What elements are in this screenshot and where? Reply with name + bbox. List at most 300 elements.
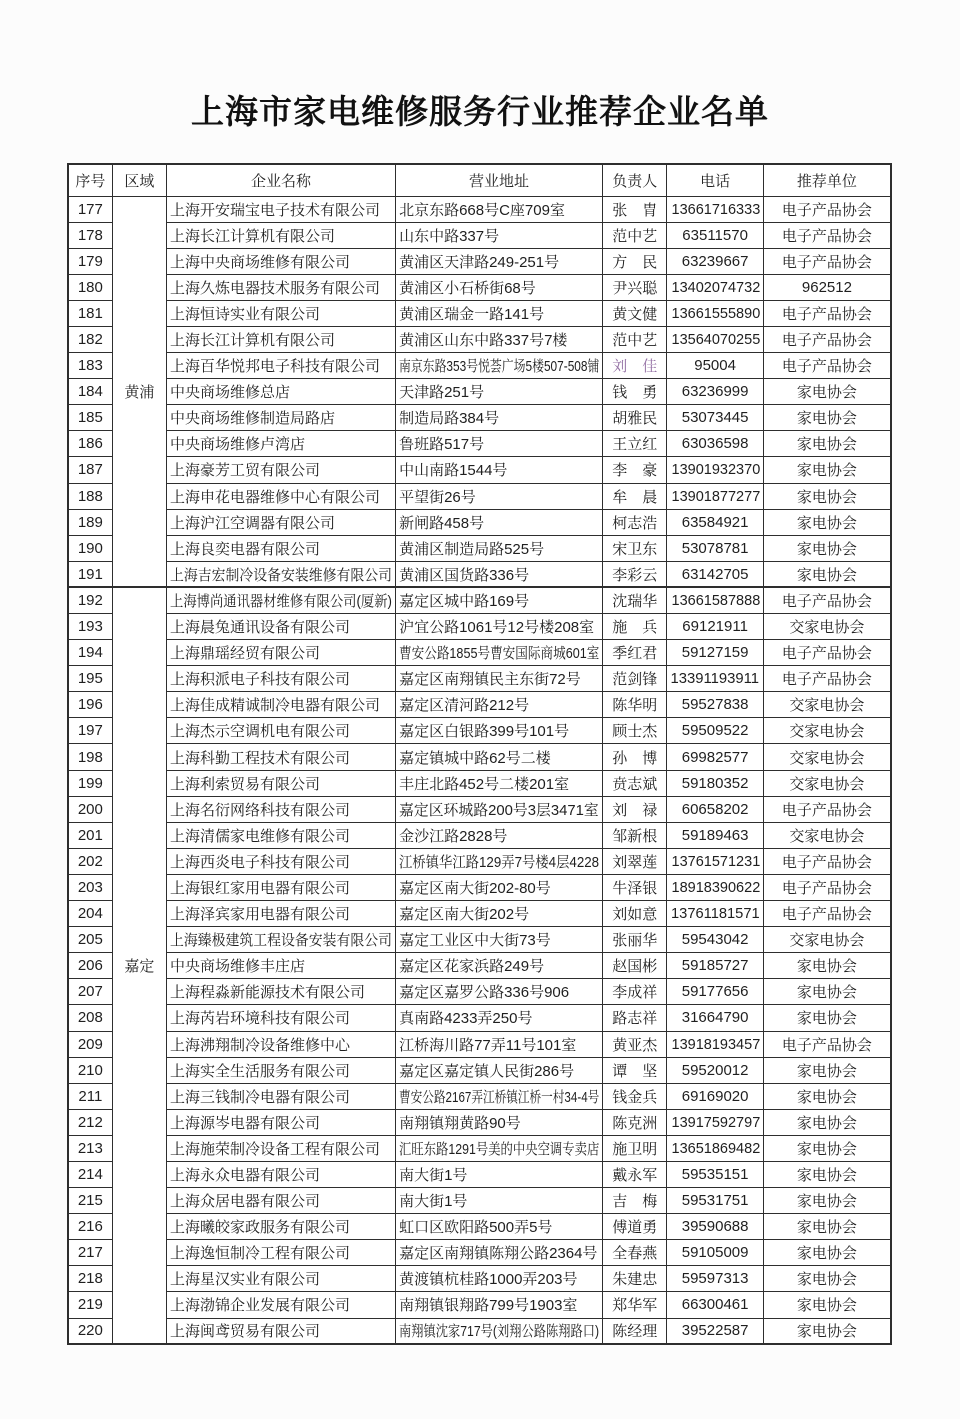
table-row [68, 353, 891, 379]
cell-recommender-text: 电子产品协会 [781, 1036, 872, 1054]
cell-phone [667, 405, 763, 431]
cell-recommender-text: 家电协会 [796, 410, 857, 428]
cell-recommender [763, 666, 891, 692]
cell-recommender-text: 家电协会 [796, 1271, 857, 1289]
cell-recommender [763, 509, 891, 535]
cell-company-text: 上海科勤工程技术有限公司 [169, 749, 350, 767]
cell-address [396, 822, 603, 848]
table-row [68, 979, 891, 1005]
cell-person-text: 戴永军 [612, 1167, 658, 1185]
table-row [68, 901, 891, 927]
cell-company [166, 1083, 395, 1109]
cell-no-text: 181 [77, 304, 103, 322]
cell-recommender-text: 家电协会 [796, 1245, 857, 1263]
cell-address [396, 1214, 603, 1240]
cell-no-text: 186 [77, 435, 103, 453]
cell-no-text: 211 [78, 1087, 103, 1105]
cell-no [68, 300, 112, 326]
cell-no [68, 1318, 112, 1344]
cell-person [603, 796, 667, 822]
cell-company-text: 上海开安瑞宝电子技术有限公司 [169, 201, 380, 219]
table-row [68, 248, 891, 274]
cell-phone [667, 509, 763, 535]
cell-person-text: 刘 禄 [612, 801, 658, 819]
cell-phone-text: 13917592797 [671, 1113, 761, 1131]
cell-address [396, 405, 603, 431]
cell-address [396, 483, 603, 509]
cell-phone-text: 53078781 [681, 539, 749, 557]
cell-address-text: 曹安公路1855号曹安国际商城601室 [399, 645, 600, 663]
cell-phone-text: 59531751 [681, 1192, 749, 1210]
cell-person-text: 顾士杰 [612, 723, 658, 741]
cell-address [396, 274, 603, 300]
cell-recommender [763, 1266, 891, 1292]
cell-person-text: 孙 博 [612, 749, 658, 767]
cell-company [166, 796, 395, 822]
cell-company [166, 848, 395, 874]
cell-company-text: 上海长江计算机有限公司 [169, 332, 335, 350]
table-row [68, 274, 891, 300]
cell-no [68, 718, 112, 744]
cell-person-text: 王立红 [612, 436, 658, 454]
cell-person [603, 1188, 667, 1214]
cell-recommender-text: 电子产品协会 [781, 906, 872, 924]
cell-phone-text: 59180352 [681, 774, 749, 792]
cell-phone [667, 1005, 763, 1031]
cell-no-text: 193 [77, 618, 103, 636]
cell-company-text: 上海中央商场维修有限公司 [169, 253, 350, 271]
cell-person-text: 钱 勇 [612, 384, 658, 402]
cell-company-text: 上海名衍网络科技有限公司 [169, 801, 350, 819]
cell-company-text: 上海闽鸢贸易有限公司 [169, 1323, 320, 1341]
cell-person-text: 季红君 [612, 645, 658, 663]
cell-address-text: 黄浦区制造局路525号 [399, 540, 545, 558]
cell-company [166, 561, 395, 587]
cell-company-text: 上海沪江空调器有限公司 [169, 514, 335, 532]
cell-company [166, 874, 395, 900]
cell-address-text: 金沙江路2828号 [399, 827, 508, 845]
cell-person [603, 326, 667, 352]
cell-person [603, 614, 667, 640]
cell-company-text: 上海申花电器维修中心有限公司 [169, 488, 380, 506]
header-person: 负责人 [603, 164, 667, 196]
cell-no [68, 796, 112, 822]
cell-no-text: 182 [77, 331, 103, 349]
cell-address-text: 真南路4233弄250号 [399, 1010, 533, 1028]
cell-address [396, 509, 603, 535]
table-row [68, 614, 891, 640]
cell-company [166, 1161, 395, 1187]
cell-address [396, 692, 603, 718]
cell-recommender [763, 953, 891, 979]
cell-company [166, 457, 395, 483]
cell-person-text: 赵国彬 [612, 958, 658, 976]
cell-phone-text: 60658202 [681, 800, 749, 818]
cell-address-text: 嘉定区城中路169号 [399, 593, 530, 611]
cell-person [603, 300, 667, 326]
cell-recommender [763, 431, 891, 457]
cell-company [166, 196, 395, 222]
cell-person-text: 尹兴聪 [612, 279, 658, 297]
cell-address [396, 1005, 603, 1031]
cell-recommender [763, 1031, 891, 1057]
cell-company [166, 1214, 395, 1240]
cell-company [166, 1292, 395, 1318]
cell-person-text: 黄文健 [612, 305, 658, 323]
cell-no-text: 212 [77, 1113, 103, 1131]
cell-no-text: 201 [77, 826, 103, 844]
enterprise-table [67, 163, 892, 1345]
cell-phone [667, 535, 763, 561]
cell-phone [667, 614, 763, 640]
cell-phone [667, 848, 763, 874]
header-recommender: 推荐单位 [763, 164, 891, 196]
table-row [68, 561, 891, 587]
cell-address-text: 嘉定区嘉定镇人民街286号 [399, 1062, 575, 1080]
cell-company [166, 927, 395, 953]
cell-person [603, 822, 667, 848]
cell-person-text: 谭 坚 [612, 1062, 658, 1080]
cell-person [603, 274, 667, 300]
cell-no-text: 219 [77, 1296, 103, 1314]
cell-company-text: 上海豪芳工贸有限公司 [169, 462, 320, 480]
cell-recommender-text: 交家电协会 [789, 697, 865, 715]
cell-no [68, 483, 112, 509]
cell-person-text: 范中艺 [612, 332, 658, 350]
cell-address [396, 457, 603, 483]
table-row [68, 822, 891, 848]
cell-company-text: 上海恒诗实业有限公司 [169, 305, 320, 323]
cell-company [166, 1109, 395, 1135]
table-row [68, 326, 891, 352]
cell-recommender [763, 248, 891, 274]
cell-recommender [763, 274, 891, 300]
cell-phone-text: 63036598 [681, 435, 749, 453]
cell-company-text: 上海博尚通讯器材维修有限公司(厦新) [169, 593, 392, 611]
cell-no [68, 744, 112, 770]
cell-address [396, 326, 603, 352]
cell-company-text: 上海星汉实业有限公司 [169, 1271, 320, 1289]
cell-no-text: 185 [77, 409, 103, 427]
table-row [68, 196, 891, 222]
table-row [68, 457, 891, 483]
cell-recommender [763, 614, 891, 640]
cell-no-text: 187 [77, 461, 103, 479]
cell-recommender [763, 457, 891, 483]
cell-no [68, 979, 112, 1005]
cell-address [396, 718, 603, 744]
cell-company [166, 587, 395, 613]
cell-recommender-text: 电子产品协会 [781, 253, 872, 271]
cell-phone [667, 326, 763, 352]
cell-person-text: 范剑锋 [612, 671, 658, 689]
cell-recommender [763, 587, 891, 613]
cell-person-text: 沈瑞华 [612, 593, 658, 611]
cell-phone-text: 69982577 [681, 748, 749, 766]
cell-phone-text: 59127159 [681, 644, 749, 662]
cell-recommender-text: 家电协会 [796, 1193, 857, 1211]
cell-no-text: 207 [77, 983, 103, 1001]
cell-no [68, 561, 112, 587]
cell-no [68, 405, 112, 431]
cell-no [68, 640, 112, 666]
cell-address [396, 953, 603, 979]
cell-company-text: 上海芮岩环境科技有限公司 [169, 1010, 350, 1028]
header-phone: 电话 [667, 164, 763, 196]
cell-company [166, 405, 395, 431]
cell-address [396, 587, 603, 613]
cell-person [603, 196, 667, 222]
table-row [68, 222, 891, 248]
table-body [68, 196, 891, 1344]
cell-recommender-text: 电子产品协会 [781, 305, 872, 323]
cell-phone-text: 59185727 [681, 957, 749, 975]
cell-address [396, 927, 603, 953]
table-row [68, 1240, 891, 1266]
cell-no-text: 216 [77, 1218, 103, 1236]
cell-person [603, 901, 667, 927]
cell-person-text: 贲志斌 [612, 775, 658, 793]
cell-recommender [763, 1057, 891, 1083]
cell-person [603, 953, 667, 979]
cell-phone [667, 979, 763, 1005]
cell-company-text: 上海逸恒制冷工程有限公司 [169, 1245, 350, 1263]
cell-phone [667, 1135, 763, 1161]
cell-company [166, 379, 395, 405]
cell-company-text: 上海杰示空调机电有限公司 [169, 723, 350, 741]
cell-no-text: 183 [77, 357, 103, 375]
cell-no-text: 220 [77, 1322, 103, 1340]
cell-address [396, 1188, 603, 1214]
cell-person-text: 李成祥 [612, 984, 658, 1002]
cell-person-text: 傅道勇 [612, 1219, 658, 1237]
cell-address-text: 制造局路384号 [399, 410, 500, 428]
cell-person [603, 1083, 667, 1109]
table-row [68, 535, 891, 561]
cell-phone-text: 63142705 [681, 565, 749, 583]
cell-recommender [763, 874, 891, 900]
cell-phone [667, 1109, 763, 1135]
cell-company-text: 上海久炼电器技术服务有限公司 [169, 279, 380, 297]
cell-person [603, 874, 667, 900]
cell-company [166, 1318, 395, 1344]
cell-address-text: 黄浦区天津路249-251号 [399, 253, 560, 271]
cell-no-text: 190 [77, 539, 103, 557]
cell-recommender-text: 电子产品协会 [781, 801, 872, 819]
cell-person-text: 刘如意 [612, 906, 658, 924]
cell-address-text: 黄浦区山东中路337号7楼 [399, 332, 568, 350]
cell-person [603, 927, 667, 953]
cell-company-text: 上海百华悦邦电子科技有限公司 [169, 358, 380, 376]
header-region: 区域 [112, 164, 166, 196]
cell-company [166, 718, 395, 744]
cell-address-text: 嘉定区白银路399号101号 [399, 723, 570, 741]
cell-company-text: 上海众居电器有限公司 [169, 1193, 320, 1211]
cell-no-text: 196 [77, 696, 103, 714]
cell-person-text: 施 兵 [612, 619, 658, 637]
cell-company-text: 上海西炎电子科技有限公司 [169, 853, 350, 871]
cell-phone [667, 718, 763, 744]
cell-phone-text: 59105009 [681, 1244, 749, 1262]
cell-no [68, 1188, 112, 1214]
cell-phone-text: 63584921 [681, 513, 749, 531]
cell-phone-text: 69121911 [682, 618, 748, 636]
cell-address [396, 1161, 603, 1187]
cell-recommender [763, 770, 891, 796]
cell-person [603, 248, 667, 274]
cell-no-text: 199 [77, 774, 103, 792]
header-no: 序号 [68, 164, 112, 196]
cell-phone [667, 1188, 763, 1214]
cell-recommender [763, 326, 891, 352]
cell-no [68, 379, 112, 405]
cell-recommender-text: 电子产品协会 [781, 645, 872, 663]
cell-phone [667, 666, 763, 692]
cell-phone [667, 1083, 763, 1109]
cell-recommender-text: 家电协会 [796, 1088, 857, 1106]
table-row [68, 1318, 891, 1344]
cell-no-text: 188 [77, 487, 103, 505]
cell-company-text: 中央商场维修总店 [169, 384, 290, 402]
cell-person-text: 郑华军 [612, 1297, 658, 1315]
cell-company [166, 744, 395, 770]
cell-address [396, 1240, 603, 1266]
cell-address-text: 山东中路337号 [399, 227, 500, 245]
cell-company-text: 上海永众电器有限公司 [169, 1167, 320, 1185]
cell-address [396, 770, 603, 796]
cell-phone-text: 13564070255 [671, 331, 761, 349]
cell-recommender-text: 交家电协会 [789, 775, 865, 793]
cell-recommender [763, 1318, 891, 1344]
table-row [68, 640, 891, 666]
cell-address-text: 江桥镇华江路129弄7号楼4层4228 [399, 853, 600, 871]
cell-phone-text: 59177656 [681, 983, 749, 1001]
cell-phone-text: 59509522 [681, 722, 749, 740]
cell-company-text: 上海鼎瑶经贸有限公司 [169, 645, 320, 663]
cell-recommender-text: 家电协会 [796, 488, 857, 506]
cell-company-text: 上海源岑电器有限公司 [169, 1114, 320, 1132]
cell-address [396, 196, 603, 222]
table-row [68, 1266, 891, 1292]
cell-company-text: 上海臻极建筑工程设备安装有限公司 [169, 932, 392, 950]
cell-person [603, 1135, 667, 1161]
cell-address-text: 北京东路668号C座709室 [399, 201, 565, 219]
cell-phone-text: 13661587888 [671, 592, 761, 610]
cell-phone-text: 66300461 [681, 1296, 749, 1314]
cell-address-text: 南翔镇银翔路799号1903室 [399, 1297, 578, 1315]
cell-address-text: 黄渡镇杭桂路1000弄203号 [399, 1271, 578, 1289]
cell-person [603, 353, 667, 379]
cell-person [603, 1161, 667, 1187]
cell-phone [667, 744, 763, 770]
cell-no [68, 822, 112, 848]
cell-no [68, 353, 112, 379]
cell-person [603, 1031, 667, 1057]
cell-no [68, 326, 112, 352]
cell-person-text: 全春燕 [612, 1245, 658, 1263]
cell-company [166, 483, 395, 509]
cell-address [396, 1109, 603, 1135]
cell-recommender [763, 692, 891, 718]
cell-address-text: 嘉定区环城路200号3层3471室 [399, 801, 599, 819]
cell-address [396, 796, 603, 822]
cell-address-text: 嘉定区清河路212号 [399, 697, 530, 715]
cell-phone [667, 1031, 763, 1057]
cell-recommender-text: 电子产品协会 [781, 853, 872, 871]
cell-company [166, 222, 395, 248]
table-row [68, 1292, 891, 1318]
cell-person [603, 1240, 667, 1266]
cell-recommender [763, 300, 891, 326]
cell-recommender-text: 家电协会 [796, 1297, 857, 1315]
cell-company-text: 上海泽宾家用电器有限公司 [169, 906, 350, 924]
cell-address [396, 744, 603, 770]
cell-recommender [763, 1109, 891, 1135]
cell-person [603, 666, 667, 692]
cell-company-text: 上海积派电子科技有限公司 [169, 671, 350, 689]
cell-phone-text: 18918390622 [671, 878, 761, 896]
cell-person [603, 561, 667, 587]
cell-recommender-text: 家电协会 [796, 1140, 857, 1158]
cell-no-text: 217 [77, 1244, 103, 1262]
cell-no [68, 614, 112, 640]
cell-no [68, 1057, 112, 1083]
cell-recommender [763, 718, 891, 744]
table-row [68, 1083, 891, 1109]
table-row [68, 405, 891, 431]
cell-address [396, 874, 603, 900]
cell-person [603, 718, 667, 744]
cell-phone [667, 874, 763, 900]
cell-no [68, 222, 112, 248]
cell-person [603, 587, 667, 613]
cell-person-text: 陈华明 [612, 697, 658, 715]
cell-region-嘉定 [112, 587, 166, 1344]
cell-address [396, 353, 603, 379]
cell-recommender [763, 822, 891, 848]
cell-phone-text: 69169020 [681, 1087, 749, 1105]
cell-recommender [763, 222, 891, 248]
page-title: 上海市家电维修服务行业推荐企业名单 [191, 93, 769, 130]
cell-no [68, 1031, 112, 1057]
cell-company [166, 353, 395, 379]
cell-recommender [763, 901, 891, 927]
cell-recommender-text: 家电协会 [796, 514, 857, 532]
cell-company [166, 614, 395, 640]
cell-no-text: 215 [77, 1192, 103, 1210]
cell-company-text: 上海长江计算机有限公司 [169, 227, 335, 245]
cell-company [166, 822, 395, 848]
cell-company-text: 上海吉宏制冷设备安装维修有限公司 [169, 566, 392, 584]
cell-no-text: 213 [77, 1139, 103, 1157]
cell-recommender-text: 电子产品协会 [781, 879, 872, 897]
cell-phone-text: 53073445 [681, 409, 749, 427]
table-row [68, 848, 891, 874]
cell-phone-text: 39590688 [681, 1218, 749, 1236]
cell-person-text: 施卫明 [612, 1140, 658, 1158]
cell-recommender-text: 家电协会 [796, 958, 857, 976]
table-row [68, 1057, 891, 1083]
cell-person-text: 张 胄 [612, 201, 658, 219]
table-row [68, 1135, 891, 1161]
cell-phone [667, 561, 763, 587]
cell-phone [667, 1318, 763, 1344]
cell-phone [667, 1266, 763, 1292]
cell-address-text: 虹口区欧阳路500弄5号 [399, 1219, 553, 1237]
cell-no-text: 218 [77, 1270, 103, 1288]
cell-person [603, 1266, 667, 1292]
cell-no [68, 1135, 112, 1161]
